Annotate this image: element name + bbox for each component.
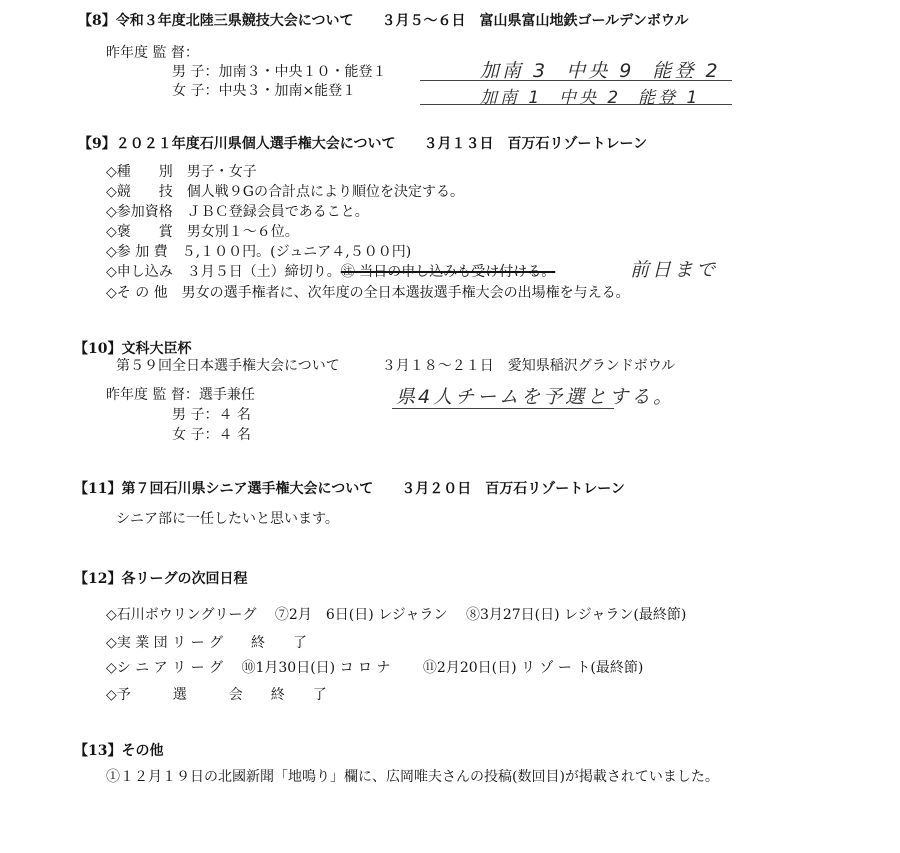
s9-item-awards: ◇褒 賞 男女別１～６位。 (106, 224, 299, 240)
s13-text: ①１２月１９日の北國新聞「地鳴り」欄に、広岡唯夫さんの投稿(数回目)が掲載されていました。 (106, 769, 719, 785)
s11-text: シニア部に一任したいと思います。 (116, 511, 339, 527)
s10-handwritten-note: 県4人チームを予選とする。 (396, 386, 676, 408)
section-11-heading: 【11】第７回石川県シニア選手権大会について ３月２０日 百万石リゾートレーン (74, 481, 625, 497)
s9-application-text: ◇申し込み ３月５日（土）締切り。 (106, 264, 341, 280)
s9-item-eligibility: ◇参加資格 ＪＢＣ登録会員であること。 (106, 204, 369, 220)
s9-item-other: ◇そ の 他 男女の選手権者に、次年度の全日本選抜選手権大会の出場権を与える。 (106, 285, 630, 301)
s8-handwritten-women: 加南 1 中央 2 能登 1 (480, 88, 701, 108)
s10-women-line: 女 子：４ 名 (172, 427, 251, 443)
s10-coach-line: 昨年度 監 督：選手兼任 (106, 387, 255, 403)
s12-row-qualifier: ◇予 選 会 終 了 (106, 687, 327, 703)
s8-coach-line: 昨年度 監 督： (106, 45, 199, 61)
s9-struck-note: ㊟ 当日の申し込みも受け付ける。 (340, 264, 556, 280)
s10-underline (392, 408, 614, 409)
section-8-heading: 【8】令和３年度北陸三県競技大会について ３月５～６日 富山県富山地鉄ゴールデンボウル (78, 13, 689, 29)
s12-row-ishikawa: ◇石川ボウリングリーグ ⑦2月 6日(日) レジャラン ⑧3月27日(日) レジャラン(最終節) (106, 607, 687, 623)
s8-underline-2 (420, 104, 732, 105)
s9-item-category: ◇種 別 男子・女子 (106, 164, 257, 180)
s9-item-application (106, 263, 555, 281)
s8-women-line: 女 子：中央３・加南×能登１ (172, 83, 357, 99)
s12-row-senior: ◇シ ニ ア リ ー グ ⑩1月30日(日) コ ロ ナ ⑪2月20日(日) リ ゾ ー ト(最終節) (106, 660, 644, 676)
s9-item-fee: ◇参 加 費 ５,１００円。(ジュニア４,５００円) (106, 244, 412, 260)
section-10-heading: 【10】文科大臣杯 (74, 341, 192, 357)
s8-handwritten-men: 加南 3 中央 9 能登 2 (480, 60, 721, 82)
s9-handwritten-note: 前日まで (630, 259, 719, 281)
s9-item-competition: ◇競 技 個人戦９Gの合計点により順位を決定する。 (106, 184, 464, 200)
section-9-heading: 【9】２０２１年度石川県個人選手権大会について ３月１３日 百万石リゾートレーン (78, 136, 648, 152)
s12-row-jitsugyodan: ◇実 業 団 リ ー グ 終 了 (106, 635, 308, 651)
s8-underline-1 (420, 80, 732, 81)
s10-men-line: 男 子：４ 名 (172, 407, 251, 423)
section-12-heading: 【12】各リーグの次回日程 (74, 571, 248, 587)
section-13-heading: 【13】その他 (74, 743, 164, 759)
s10-subheading: 第５９回全日本選手権大会について ３月１８～２１日 愛知県稲沢グランドボウル (116, 358, 676, 374)
s8-men-line: 男 子：加南３・中央１０・能登１ (172, 64, 387, 80)
